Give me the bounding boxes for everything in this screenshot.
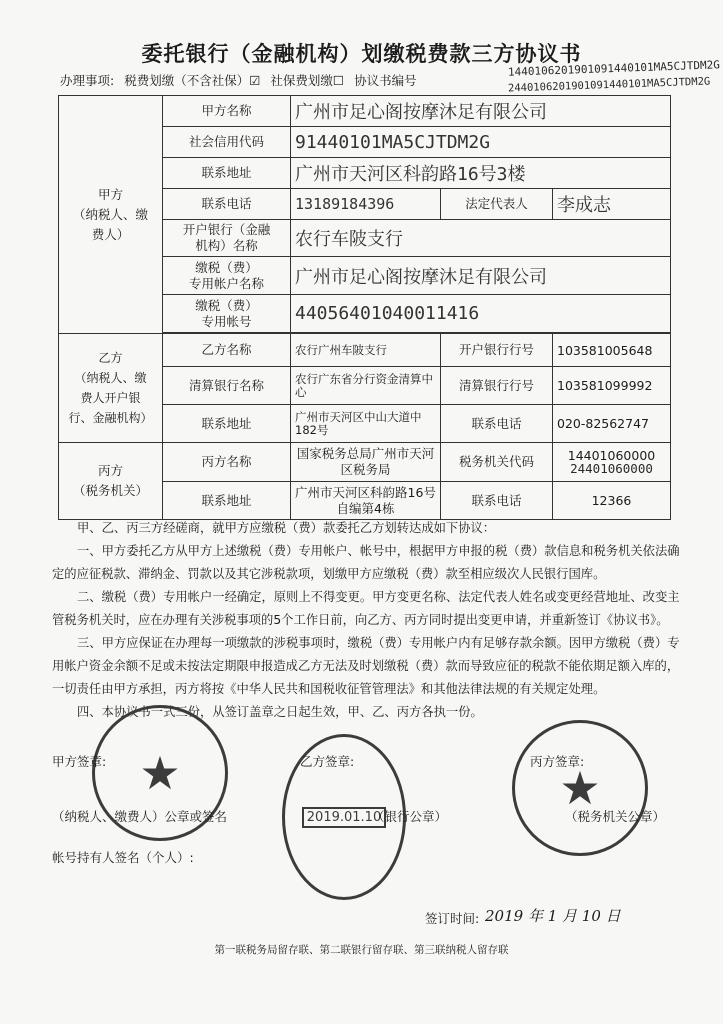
party-a-bank-label: 开户银行（金融 机构）名称 — [163, 220, 291, 257]
document-title: 委托银行（金融机构）划缴税费款三方协议书 — [141, 41, 582, 66]
sign-date-value: 2019 年 1 月 10 日 — [485, 907, 621, 925]
party-a-account-no-label: 缴税（费） 专用帐号 — [163, 295, 291, 333]
party-a-address-label: 联系地址 — [163, 158, 291, 189]
party-a-heading-text: 甲方 （纳税人、缴 费人） — [72, 186, 148, 242]
party-a-account-name-value: 广州市足心阁按摩沐足有限公司 — [291, 257, 671, 295]
body-paragraph-2: 二、缴税（费）专用帐户一经确定，原则上不得变更。甲方变更名称、法定代表人姓名或变更经营地址、改变主管税务机关时，应在办理有关涉税事项的5个工作日前，向乙方、丙方同时提出变更申请，并重新签订《协议书》。 — [52, 590, 680, 627]
party-b-name-label: 乙方名称 — [163, 334, 291, 367]
party-c-name-label: 丙方名称 — [163, 443, 291, 482]
party-a-account-name-label: 缴税（费） 专用帐户名称 — [163, 257, 291, 295]
party-a-legal-rep-label: 法定代表人 — [441, 189, 553, 220]
party-c-name-value: 国家税务总局广州市天河区税务局 — [291, 443, 441, 482]
party-c-code-1: 14401060000 — [567, 448, 656, 463]
party-c-sign-label: 丙方签章: — [530, 754, 585, 769]
sign-date-label: 签订时间: — [425, 911, 480, 926]
agreement-table — [58, 95, 671, 520]
matters-row — [60, 71, 423, 89]
party-a-bank-value: 农行车陂支行 — [291, 220, 671, 257]
party-c-address-value: 广州市天河区科韵路16号自编第4栋 — [291, 482, 441, 520]
party-a-phone-label: 联系电话 — [163, 189, 291, 220]
party-c-code-value — [553, 443, 671, 482]
party-b-clearing-value: 农行广东省分行资金清算中心 — [291, 367, 441, 405]
body-paragraph-0: 甲、乙、丙三方经磋商，就甲方应缴税（费）款委托乙方划转达成如下协议： — [77, 521, 496, 535]
protocol-no-label: 协议书编号 — [354, 73, 417, 88]
party-a-address-value: 广州市天河区科韵路16号3楼 — [291, 158, 671, 189]
party-b-clearing-label: 清算银行名称 — [163, 367, 291, 405]
account-holder-sign-label: 帐号持有人签名（个人）: — [52, 850, 194, 865]
party-a-account-no-value: 44056401040011416 — [291, 295, 671, 333]
party-b-bank-no-label: 开户银行行号 — [441, 334, 553, 367]
party-c-code-2: 24401060000 — [570, 461, 653, 476]
party-a-phone-value: 13189184396 — [291, 189, 441, 220]
party-b-heading — [59, 334, 163, 443]
party-b-sign-label: 乙方签章: — [300, 754, 355, 769]
party-c-code-label: 税务机关代码 — [441, 443, 553, 482]
party-b-heading-text: 乙方 （纳税人、缴 费人开户银 行、金融机构） — [68, 351, 153, 425]
party-a-sign-label: 甲方签章: — [52, 754, 107, 769]
party-a-credit-value: 91440101MA5CJTDM2G — [291, 127, 671, 158]
party-c-sign-sub: （税务机关公章） — [565, 809, 666, 824]
party-a-heading — [59, 96, 163, 334]
party-c-phone-label: 联系电话 — [441, 482, 553, 520]
party-b-address-value: 广州市天河区中山大道中182号 — [291, 405, 441, 443]
party-a-sign-sub: （纳税人、缴费人）公章或签名 — [52, 809, 228, 824]
party-a-legal-rep-value: 李成志 — [553, 189, 671, 220]
body-paragraph-4: 四、本协议书一式三份，从签订盖章之日起生效，甲、乙、丙方各执一份。 — [77, 705, 483, 719]
party-c-heading-text: 丙方 （税务机关） — [72, 463, 148, 498]
matter-tax-checkbox[interactable]: 税费划缴（不含社保）☑ — [124, 73, 261, 88]
party-a-credit-label: 社会信用代码 — [163, 127, 291, 158]
protocol-number-1: 14401062019010914401​01MA5CJTDM2G — [507, 58, 721, 79]
party-c-address-label: 联系地址 — [163, 482, 291, 520]
matters-label: 办理事项: — [60, 73, 115, 88]
party-c-seal: ★ — [512, 720, 648, 856]
party-c-heading — [59, 443, 163, 520]
body-paragraph-3: 三、甲方应保证在办理每一项缴款的涉税事项时，缴税（费）专用帐户内有足够存款余额。因甲方缴税（费）专用帐户资金余额不足或未按法定期限申报造成乙方无法及时划缴税（费）款而导致应征的税款不能依期足额入库的，一切责任由甲方承担，丙方将按《中华人民共和国税收征管管理法》和其他法律法规的有关规定处理。 — [52, 636, 680, 696]
party-b-seal-date: 2019.01.10 — [302, 807, 386, 828]
party-b-address-label: 联系地址 — [163, 405, 291, 443]
body-paragraph-1: 一、甲方委托乙方从甲方上述缴税（费）专用帐户、帐号中，根据甲方申报的税（费）款信息和税务机关依法确定的应征税款、滞纳金、罚款以及其它涉税款项，划缴甲方应缴税（费）款至相应级次人民银行国库。 — [52, 544, 680, 581]
party-a-name-value: 广州市足心阁按摩沐足有限公司 — [291, 96, 671, 127]
party-b-clearing-no-value: 103581099992 — [553, 367, 671, 405]
party-b-clearing-no-label: 清算银行行号 — [441, 367, 553, 405]
party-b-sign-sub: （银行公章） — [372, 809, 448, 824]
matter-social-checkbox[interactable]: 社保费划缴☐ — [270, 73, 345, 88]
party-a-name-label: 甲方名称 — [163, 96, 291, 127]
agreement-body — [52, 517, 682, 724]
protocol-number-2: 24401062019010914401​01MA5CJTDM2G — [507, 75, 711, 95]
party-b-phone-value: 020-82562747 — [553, 405, 671, 443]
party-b-phone-label: 联系电话 — [441, 405, 553, 443]
party-b-bank-no-value: 103581005648 — [553, 334, 671, 367]
party-b-name-value: 农行广州车陂支行 — [291, 334, 441, 367]
party-a-seal: ★ — [92, 705, 228, 841]
party-c-phone-value: 12366 — [553, 482, 671, 520]
footer-note: 第一联税务局留存联、第二联银行留存联、第三联纳税人留存联 — [214, 944, 509, 956]
